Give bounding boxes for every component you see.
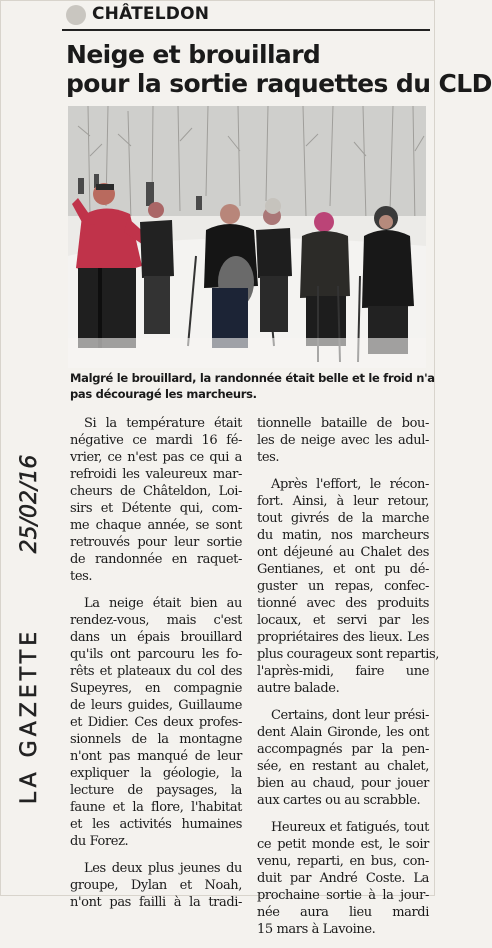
text-line: duit par André Coste. La bbox=[257, 871, 429, 886]
paragraph bbox=[257, 476, 439, 697]
text-line: ce petit monde est, le soir bbox=[257, 837, 429, 852]
text-line: ont déjeuné au Chalet des bbox=[257, 545, 429, 560]
text-line: et Didier. Ces deux profes- bbox=[70, 715, 242, 730]
text-line: venu, reparti, en bus, con- bbox=[257, 854, 429, 869]
article-column-2 bbox=[257, 415, 439, 948]
text-line: rendez-vous, mais c'est bbox=[70, 613, 242, 628]
text-line: n'ont pas manqué de leur bbox=[70, 749, 242, 764]
text-line: sionnels de la montagne bbox=[70, 732, 242, 747]
text-line: négative ce mardi 16 fé- bbox=[70, 433, 242, 448]
handwritten-date: 25/02/16 bbox=[17, 454, 42, 554]
text-line: cheurs de Châteldon, Loi- bbox=[70, 484, 242, 499]
text-line: dent Alain Gironde, les ont bbox=[257, 725, 429, 740]
text-line: de randonnée en raquet- bbox=[70, 552, 242, 567]
text-line: lecture de paysages, la bbox=[70, 783, 242, 798]
text-line: sée, en restant au chalet, bbox=[257, 759, 429, 774]
text-line: me chaque année, se sont bbox=[70, 518, 242, 533]
text-line: Supeyres, en compagnie bbox=[70, 681, 242, 696]
text-line: autre balade. bbox=[257, 681, 340, 696]
text-line: prochaine sortie à la jour- bbox=[257, 888, 429, 903]
section-bullet-icon bbox=[66, 5, 86, 25]
article-photo bbox=[68, 106, 426, 368]
text-line: tes. bbox=[70, 569, 93, 584]
text-line: Gentianes, et ont pu dé- bbox=[257, 562, 429, 577]
text-line: Certains, dont leur prési- bbox=[271, 708, 429, 723]
text-line: locaux, et servi par les bbox=[257, 613, 429, 628]
paragraph bbox=[70, 415, 242, 585]
handwritten-annotation bbox=[4, 376, 54, 856]
headline-line: pour la sortie raquettes du CLD bbox=[66, 69, 492, 98]
text-line: fort. Ainsi, à leur retour, bbox=[257, 494, 429, 509]
text-line: dans un épais brouillard bbox=[70, 630, 242, 645]
headline-line: Neige et brouillard bbox=[66, 40, 321, 69]
text-line: groupe, Dylan et Noah, bbox=[70, 878, 242, 893]
text-line: rêts et plateaux du col des bbox=[70, 664, 242, 679]
text-line: 15 mars à Lavoine. bbox=[257, 922, 376, 937]
section-title: CHÂTELDON bbox=[92, 4, 210, 24]
text-line: aux cartes ou au scrabble. bbox=[257, 793, 421, 808]
text-line: Si la température était bbox=[84, 416, 242, 431]
text-line: retrouvés pour leur sortie bbox=[70, 535, 242, 550]
text-line: Après l'effort, le récon- bbox=[271, 477, 429, 492]
section-rule bbox=[62, 29, 430, 31]
text-line: expliquer la géologie, la bbox=[70, 766, 242, 781]
text-line: tes. bbox=[257, 450, 280, 465]
text-line: l'après-midi, faire une bbox=[257, 664, 429, 679]
text-line: et les activités humaines bbox=[70, 817, 242, 832]
paragraph bbox=[70, 860, 242, 911]
section-header bbox=[62, 0, 430, 30]
text-line: propriétaires des lieux. Les bbox=[257, 630, 429, 645]
text-line: accompagnés par la pen- bbox=[257, 742, 429, 757]
text-line: plus courageux sont repartis, bbox=[257, 647, 439, 662]
handwriting-drawing bbox=[4, 376, 54, 856]
text-line: tionnelle bataille de bou- bbox=[257, 416, 429, 431]
handwritten-publication: LA GAZETTE bbox=[17, 627, 42, 805]
text-line: refroidi les valeureux mar- bbox=[70, 467, 242, 482]
text-line: sirs et Détente qui, com- bbox=[70, 501, 242, 516]
text-line: faune et la flore, l'habitat bbox=[70, 800, 242, 815]
text-line: les de neige avec les adul- bbox=[257, 433, 429, 448]
paragraph bbox=[257, 415, 429, 466]
text-line: tionné avec des produits bbox=[257, 596, 429, 611]
paragraph bbox=[257, 707, 429, 809]
text-line: tout givrés de la marche bbox=[257, 511, 429, 526]
article-column-1 bbox=[70, 415, 242, 921]
text-line: vrier, ce n'est pas ce qui a bbox=[70, 450, 242, 465]
text-line: du Forez. bbox=[70, 834, 129, 849]
text-line: guster un repas, confec- bbox=[257, 579, 429, 594]
paragraph bbox=[70, 595, 242, 850]
text-line: n'ont pas failli à la tradi- bbox=[70, 895, 242, 910]
caption-line: pas découragé les marcheurs. bbox=[70, 387, 257, 401]
text-line: née aura lieu mardi bbox=[257, 905, 429, 920]
text-line: bien au chaud, pour jouer bbox=[257, 776, 429, 791]
headline bbox=[66, 40, 492, 98]
text-line: Les deux plus jeunes du bbox=[84, 861, 242, 876]
text-line: La neige était bien au bbox=[84, 596, 242, 611]
text-line: de leurs guides, Guillaume bbox=[70, 698, 242, 713]
text-line: qu'ils ont parcouru les fo- bbox=[70, 647, 242, 662]
text-line: Heureux et fatigués, tout bbox=[271, 820, 429, 835]
snowshoe-group-photo bbox=[68, 106, 426, 368]
paragraph bbox=[257, 819, 429, 938]
photo-caption bbox=[70, 370, 435, 402]
caption-line: Malgré le brouillard, la randonnée était belle et le froid n'a bbox=[70, 371, 435, 385]
text-line: du matin, nos marcheurs bbox=[257, 528, 429, 543]
